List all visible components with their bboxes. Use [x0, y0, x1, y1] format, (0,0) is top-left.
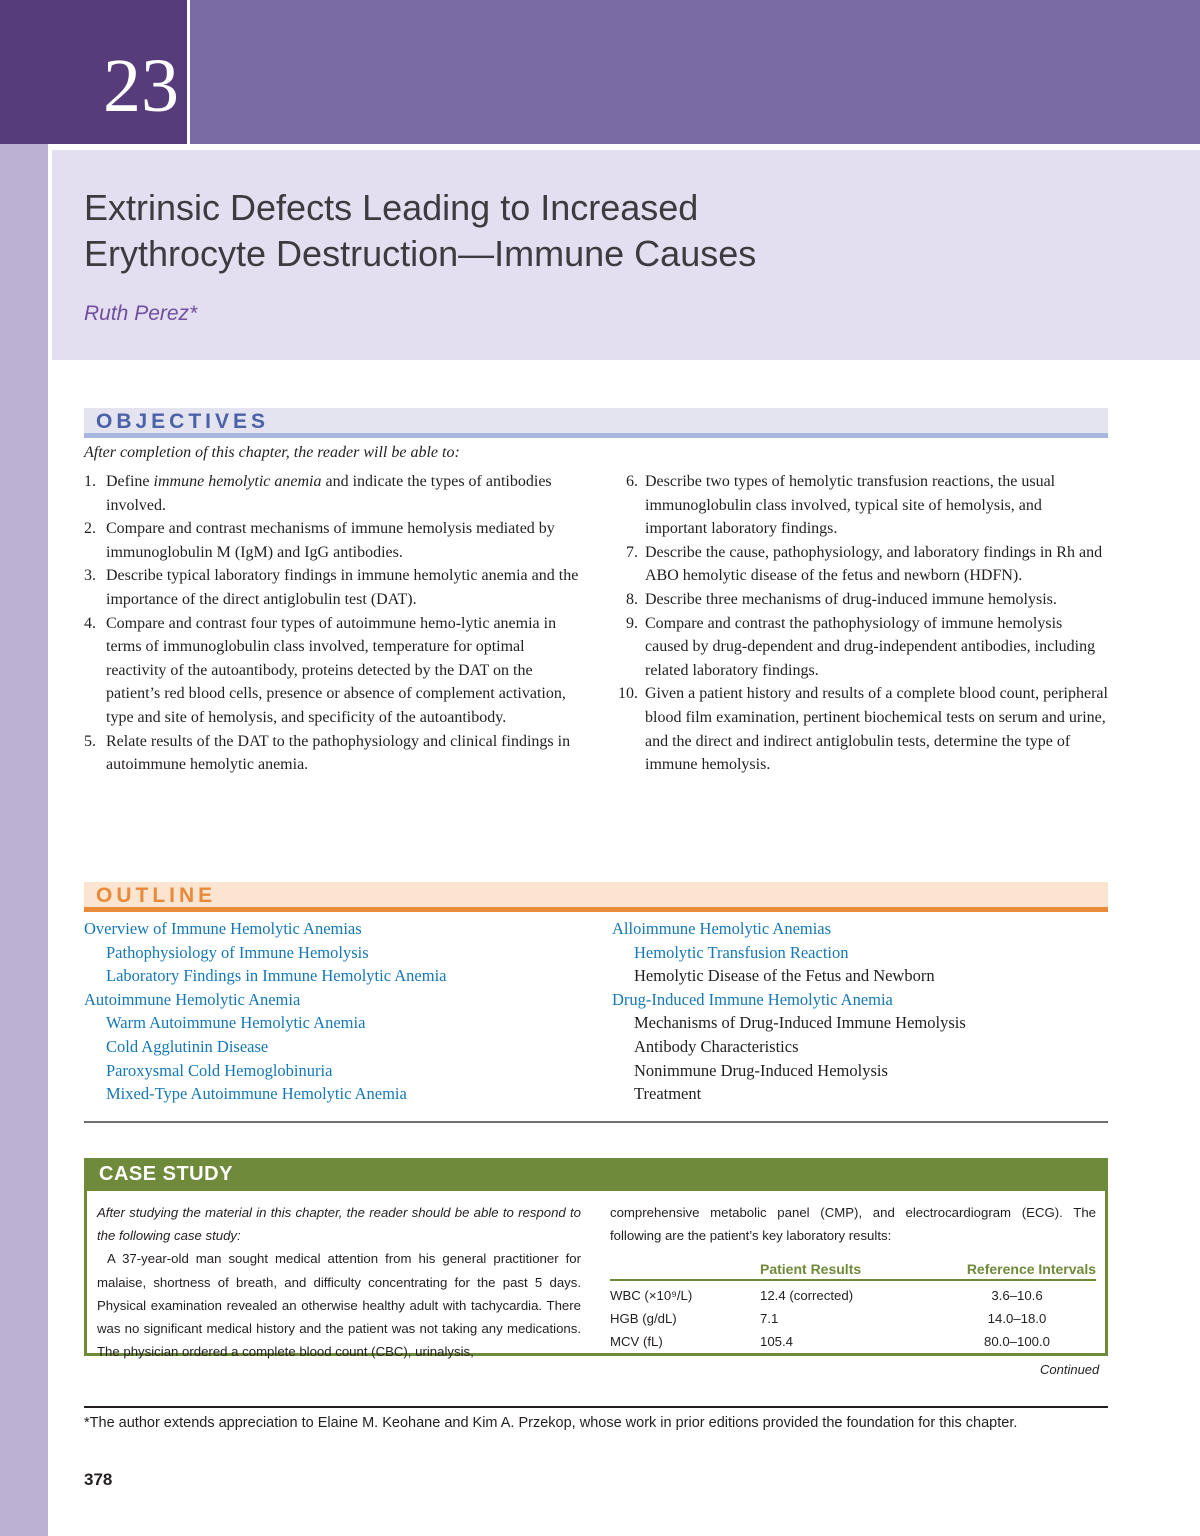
page-number: 378 — [84, 1470, 113, 1489]
outline-link[interactable]: Warm Autoimmune Hemolytic Anemia — [106, 1013, 366, 1033]
objective-item — [84, 470, 584, 517]
objective-item — [614, 588, 1108, 612]
objectives-list-left — [84, 470, 584, 777]
objective-item — [614, 470, 1108, 541]
chapter-header-band — [0, 0, 1200, 144]
outline-item: Hemolytic Disease of the Fetus and Newborn — [634, 966, 935, 986]
outline-heading: OUTLINE — [96, 884, 217, 907]
case-study-heading: CASE STUDY — [99, 1163, 233, 1185]
case-study-body: A 37-year-old man sought medical attention from his general practitioner for malaise, shortness of breath, and difficulty concentrating for the past 5 days. Physical examination revealed an otherwise healthy adult with tachycardia. There was no significant medical history and the patient was not taking any medications. The physician ordered a complete blood count (CBC), urinalysis, — [97, 1251, 581, 1360]
outline-link[interactable]: Hemolytic Transfusion Reaction — [634, 942, 849, 962]
outline-link[interactable]: Overview of Immune Hemolytic Anemias — [84, 919, 362, 938]
outline-item: Treatment — [634, 1084, 702, 1104]
table-row — [610, 1326, 1096, 1349]
outline-list-left — [84, 917, 584, 1106]
outline-link[interactable]: Laboratory Findings in Immune Hemolytic Anemia — [106, 966, 447, 986]
case-study-right-text: comprehensive metabolic panel (CMP), and electrocardiogram (ECG). The following are the patient’s key laboratory results: — [610, 1205, 1096, 1244]
outline-link[interactable]: Mixed-Type Autoimmune Hemolytic Anemia — [106, 1084, 407, 1104]
objective-text: Given a patient history and results of a complete blood count, peripheral blood film examination, pertinent biochemical tests on serum and urine, and the direct and indirect antiglobulin tests, determine the type of immune hemolysis. — [645, 685, 1108, 774]
chapter-number: 23 — [103, 44, 179, 128]
objectives-header — [84, 408, 1108, 438]
lab-header-patient: Patient Results — [760, 1258, 938, 1280]
lab-table-header-row — [610, 1258, 1096, 1280]
objective-item — [614, 541, 1108, 588]
objective-number: 9. — [626, 614, 638, 632]
objective-item — [84, 730, 584, 777]
objectives-intro: After completion of this chapter, the reader will be able to: — [84, 444, 460, 461]
footnote-rule — [84, 1406, 1108, 1408]
lab-test-name: MCV (fL) — [610, 1334, 663, 1349]
lab-reference-value: 80.0–100.0 — [983, 1334, 1050, 1349]
outline-link[interactable]: Pathophysiology of Immune Hemolysis — [106, 942, 369, 962]
objective-number: 4. — [84, 614, 96, 632]
section-divider — [84, 1121, 1108, 1123]
objective-number: 3. — [84, 567, 96, 585]
table-row — [610, 1280, 1096, 1303]
case-study-left-column — [97, 1201, 581, 1363]
objective-number: 10. — [618, 685, 638, 703]
objective-text: Describe two types of hemolytic transfusion reactions, the usual immunoglobulin class involved, typical site of hemolysis, and important laboratory findings. — [645, 473, 1056, 538]
case-study-box — [84, 1158, 1108, 1360]
objectives-list-right — [614, 470, 1108, 777]
chapter-number-box — [0, 0, 190, 144]
objective-item — [84, 612, 584, 730]
objective-text: Describe three mechanisms of drug-induced immune hemolysis. — [645, 590, 1057, 608]
continued-note: Continued — [1040, 1362, 1100, 1377]
objective-number: 6. — [626, 473, 638, 490]
objective-number: 1. — [84, 473, 96, 490]
outline-link[interactable]: Alloimmune Hemolytic Anemias — [612, 919, 832, 938]
outline-item: Nonimmune Drug-Induced Hemolysis — [634, 1060, 888, 1080]
outline-link[interactable]: Autoimmune Hemolytic Anemia — [84, 989, 301, 1009]
outline-link[interactable]: Paroxysmal Cold Hemoglobinuria — [106, 1060, 333, 1080]
outline-item: Antibody Characteristics — [634, 1036, 799, 1056]
chapter-title-line-1: Extrinsic Defects Leading to Increased — [84, 187, 699, 228]
objective-item — [614, 612, 1108, 683]
lab-header-reference: Reference Intervals — [938, 1258, 1096, 1280]
objective-text: Compare and contrast the pathophysiology of immune hemolysis caused by drug-dependent and drug-independent antibodies, including related laboratory findings. — [645, 614, 1096, 679]
chapter-title-line-2: Erythrocyte Destruction—Immune Causes — [84, 233, 757, 274]
objective-text: and indicate the types of antibodies involved. — [106, 473, 552, 514]
objective-item — [84, 564, 584, 611]
objective-text: Relate results of the DAT to the pathophysiology and clinical findings in autoimmune hemolytic anemia. — [106, 732, 571, 774]
lab-test-name: WBC (×10⁹/L) — [610, 1288, 693, 1303]
left-margin-strip — [0, 0, 48, 1536]
objective-item — [84, 517, 584, 564]
objective-number: 7. — [626, 543, 638, 561]
outline-rule — [84, 907, 1108, 912]
objective-text: Describe typical laboratory findings in immune hemolytic anemia and the importance of the direct antiglobulin test (DAT). — [106, 567, 579, 608]
objective-item — [614, 682, 1108, 776]
objective-number: 2. — [84, 520, 96, 538]
lab-reference-value: 3.6–10.6 — [991, 1288, 1043, 1303]
case-study-header — [87, 1161, 1105, 1191]
outline-item: Mechanisms of Drug-Induced Immune Hemolysis — [634, 1013, 966, 1033]
lab-patient-value: 12.4 (corrected) — [760, 1288, 854, 1303]
lab-patient-value: 105.4 — [760, 1334, 794, 1349]
objective-number: 8. — [626, 590, 638, 608]
lab-results-table — [610, 1258, 1096, 1349]
outline-link[interactable]: Drug-Induced Immune Hemolytic Anemia — [612, 989, 893, 1009]
outline-link[interactable]: Cold Agglutinin Disease — [106, 1036, 269, 1056]
lab-reference-value: 14.0–18.0 — [987, 1311, 1047, 1326]
objective-text: Compare and contrast four types of autoimmune hemo-lytic anemia in terms of immunoglobulin class involved, temperature for optimal reactivity of the autoantibody, proteins detected by the DAT on the patient’s red blood cells, presence or absence of complement activation, type and site of hemolysis, and specificity of the autoantibody. — [106, 614, 566, 726]
objectives-heading: OBJECTIVES — [96, 410, 270, 433]
footnote: *The author extends appreciation to Elaine M. Keohane and Kim A. Przekop, whose work in prior editions provided the foundation for this chapter. — [84, 1415, 1018, 1431]
objective-text: Define — [106, 473, 154, 490]
title-panel — [52, 150, 1200, 360]
objective-text: Compare and contrast mechanisms of immune hemolysis mediated by immunoglobulin M (IgM) and IgG antibodies. — [106, 520, 555, 561]
lab-patient-value: 7.1 — [760, 1311, 779, 1326]
outline-list-right — [612, 917, 1108, 1106]
lab-header-test — [610, 1258, 760, 1280]
objective-text: Describe the cause, pathophysiology, and laboratory findings in Rh and ABO hemolytic disease of the fetus and newborn (HDFN). — [645, 543, 1103, 585]
chapter-author: Ruth Perez* — [84, 302, 198, 325]
case-study-lead: After studying the material in this chapter, the reader should be able to respond to the following case study: — [97, 1205, 581, 1244]
objective-number: 5. — [84, 732, 96, 750]
objectives-rule — [84, 433, 1108, 438]
table-row — [610, 1303, 1096, 1326]
outline-header — [84, 882, 1108, 912]
lab-test-name: HGB (g/dL) — [610, 1311, 677, 1326]
objective-emphasis: immune hemolytic anemia — [153, 473, 322, 490]
